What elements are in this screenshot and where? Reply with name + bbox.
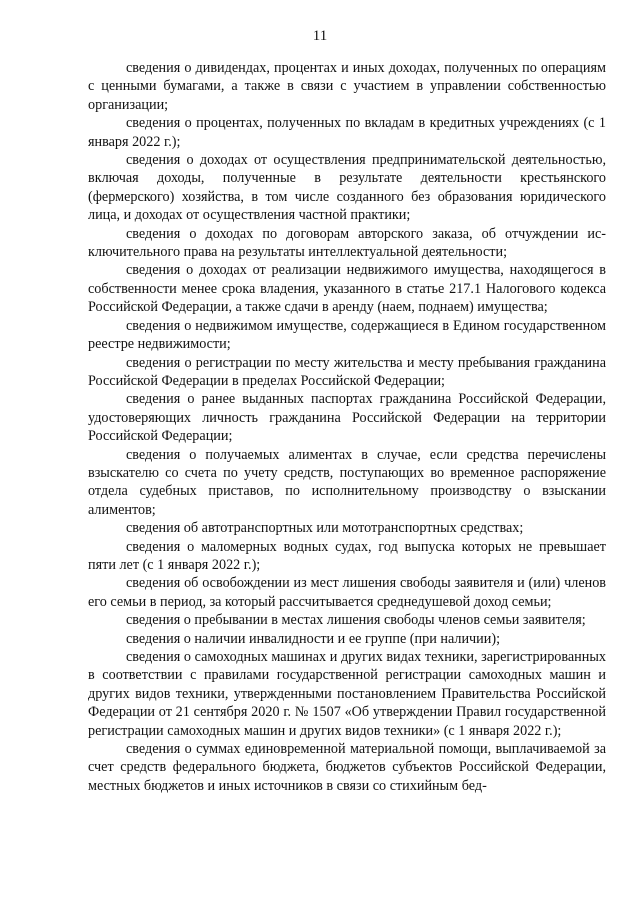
paragraph-residence-registration: сведения о регистрации по месту жительства и месту пребывания гражданина Российской Федерации в пределах Российской Федерации; [88,354,606,389]
paragraph-self-propelled-machines: сведения о самоходных машинах и других видах техники, зарегистрированных в соответствии с правилами государственной регистрации самоходных машин и других видов техники, утвержденными постановлением Правительства Российской Федерации от 21 сентября 2020 г. № 1507 «Об утверждении Правил государственной регистрации самоходных машин и других видов техники» (с 1 января 2022 г.); [88,649,606,739]
paragraph-disability: сведения о наличии инвалидности и ее группе (при наличии); [126,630,501,647]
paragraph-real-estate-sale: сведения о доходах от реализации недвижимого имущества, находящегося в собственности менее срока владения, указанного в статье 217.1 Налогового кодекса Российской Федерации, а также сдачи в аренду (наем, поднаем) имущества; [88,262,606,316]
paragraph-business-income: сведения о доходах от осуществления предпринимательской деятельностью, включая доходы, полученные в результате деятельности крестьянского (фермерского) хозяйства, в том числе созданного без образования юридического лица, и доходах от осуществления частной практики; [88,152,606,224]
paragraph-deposit-interest: сведения о процентах, полученных по вкладам в кредитных учреждениях (с 1 января 2022 г.); [88,115,606,150]
paragraph-release-from-prison: сведения об освобождении из мест лишения свободы заявителя и (или) членов его семьи в период, за который рассчитывается среднедушевой доход семьи; [88,575,606,610]
paragraph-real-estate-registry: сведения о недвижимом имуществе, содержащиеся в Едином государственном реестре недвижимости; [88,317,606,353]
paragraph-alimony: сведения о получаемых алиментах в случае, если средства перечислены взыскателю со счета по учету средств, поступающих во временное распоряжение отдела судебных приставов, по исполнительному производству о взыскании алиментов; [88,446,606,518]
paragraph-small-vessels: сведения о маломерных водных судах, год выпуска которых не превышает пяти лет (с 1 января 2022 г.); [88,538,606,573]
paragraph-dividends: сведения о дивидендах, процентах и иных доходах, полученных по операциям с ценными бумагами, а также в связи с участием в управлении собственностью организации; [88,60,606,113]
paragraph-material-assistance: сведения о суммах единовременной материальной помощи, выплачиваемой за счет средств федерального бюджета, бюджетов субъектов Российской Федерации, местных бюджетов и иных источников в связи со стихийным бед- [88,741,606,794]
paragraph-passports: сведения о ранее выданных паспортах гражданина Российской Федерации, удостоверяющих личность гражданина Российской Федерации на территории Российской Федерации; [88,391,606,445]
page-number: 11 [312,28,328,44]
paragraph-author-contracts: сведения о доходах по договорам авторского заказа, об отчуждении исключительного права на результаты интеллектуальной деятельности; [88,225,606,261]
document-body [88,59,606,795]
paragraph-vehicles: сведения об автотранспортных или мототранспортных средствах; [126,520,524,537]
paragraph-imprisonment: сведения о пребывании в местах лишения свободы членов семьи заявителя; [126,612,586,629]
